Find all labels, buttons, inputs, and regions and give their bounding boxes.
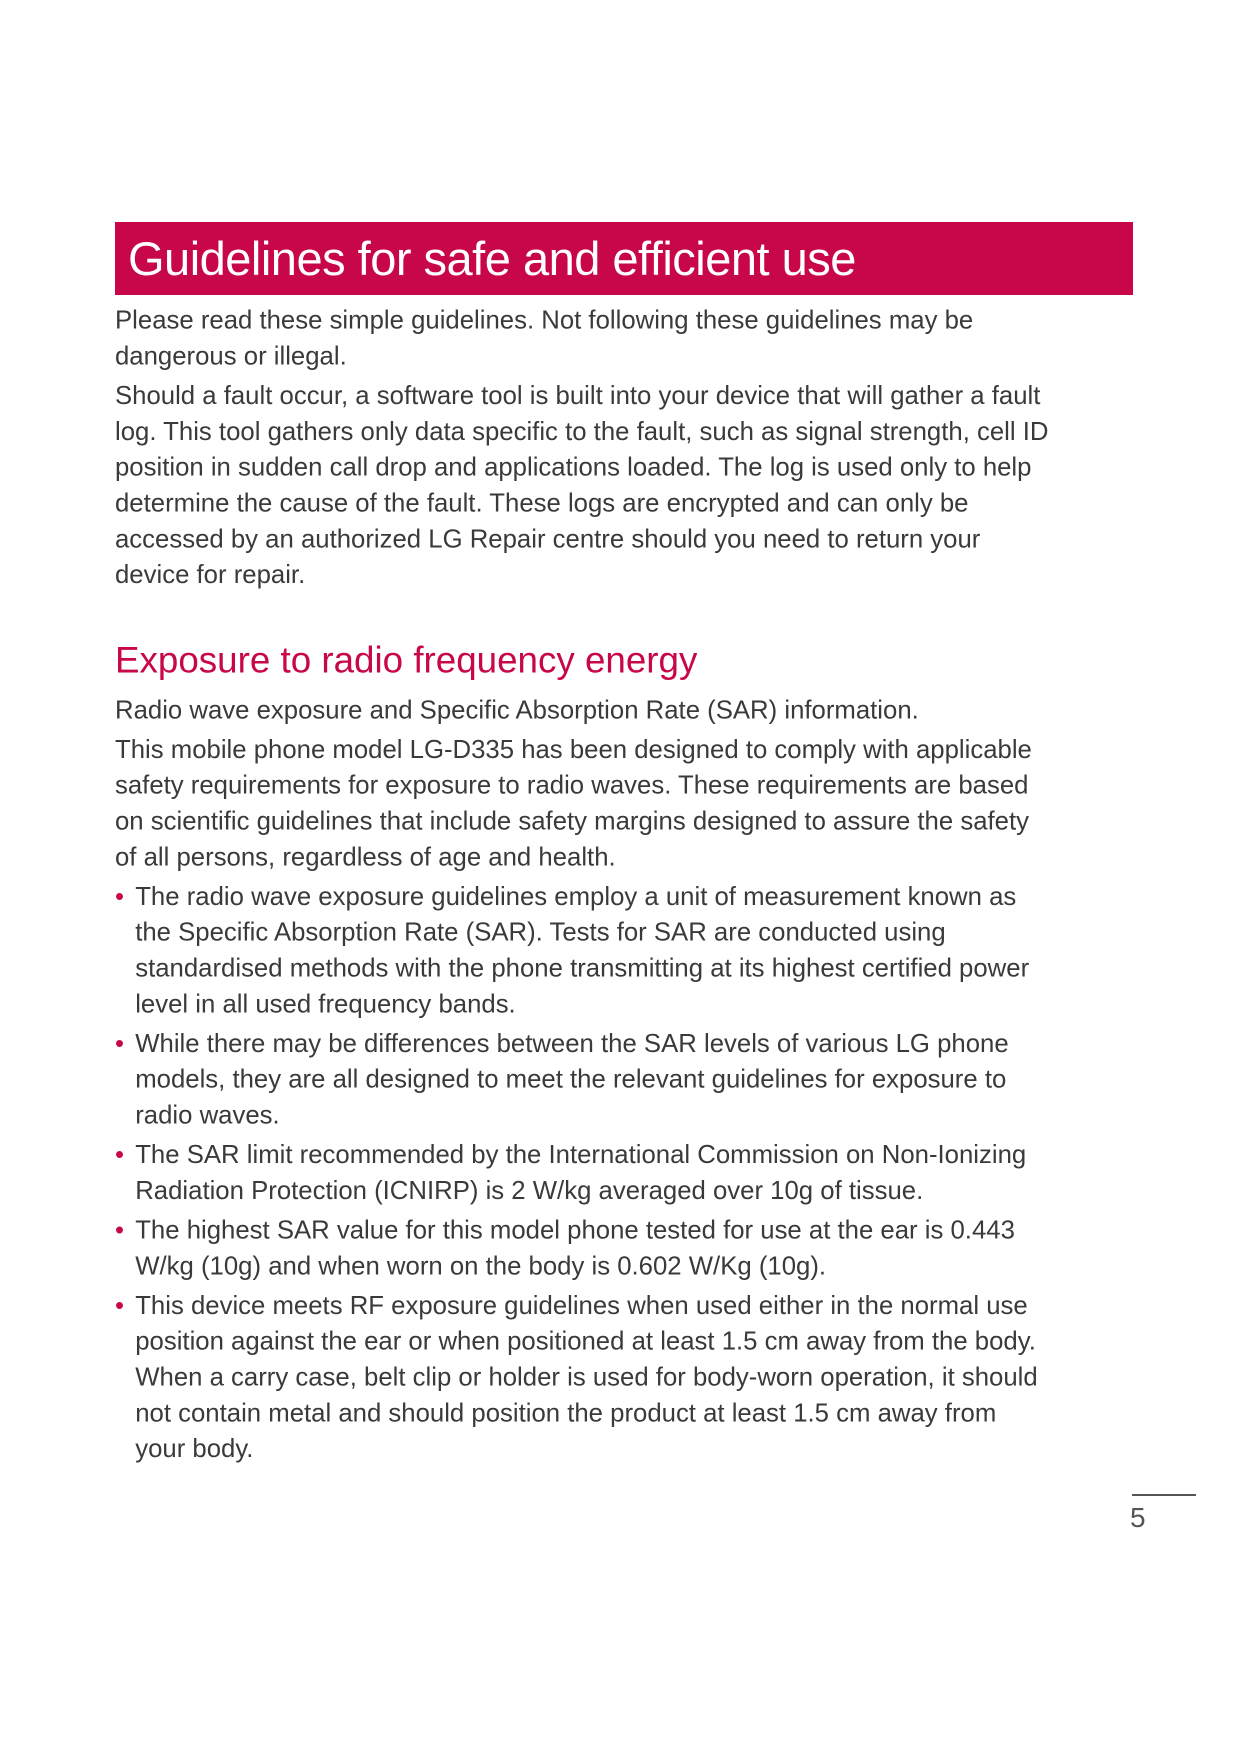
intro-paragraph: Should a fault occur, a software tool is built into your device that will gather a fault log. This tool gathers only data specific to the fault, such as signal strength, cell ID position in sudden call drop and applications loaded. The log is used only to help determine the cause of the fault. These logs are encrypted and can only be accessed by an authorized LG Repair centre should you need to return your device for repair. [115, 381, 1049, 589]
bullet-icon: • [115, 1215, 125, 1244]
intro-section [115, 302, 1052, 592]
page-number: 5 [1130, 1502, 1146, 1533]
intro-paragraph: Please read these simple guidelines. Not following these guidelines may be dangerous or illegal. [115, 305, 974, 371]
list-item-text: This device meets RF exposure guidelines when used either in the normal use position against the ear or when positioned at least 1.5 cm away from the body. When a carry case, belt clip or holder is used for body-worn operation, it should not contain metal and should position the product at least 1.5 cm away from your body. [135, 1290, 1038, 1463]
bullet-icon: • [115, 1028, 125, 1058]
list-item-text: The highest SAR value for this model phone tested for use at the ear is 0.443 W/kg (10g) and when worn on the body is 0.602 W/Kg (10g). [135, 1215, 1015, 1280]
list-item [115, 1136, 1052, 1208]
footer-divider [1132, 1494, 1196, 1496]
list-item [115, 1287, 1052, 1466]
list-item [115, 1025, 1052, 1133]
list-item-text: The radio wave exposure guidelines employ a unit of measurement known as the Specific Absorption Rate (SAR). Tests for SAR are conducted using standardised methods with the phone transmitting at its highest certified power level in all used frequency bands. [135, 881, 1030, 1018]
list-item [115, 1212, 1052, 1284]
bullet-icon: • [115, 881, 125, 911]
title-banner [115, 222, 1133, 295]
content-body [115, 302, 1052, 1470]
list-item [115, 878, 1052, 1021]
section-paragraph: Radio wave exposure and Specific Absorption Rate (SAR) information. [115, 695, 919, 724]
page-title: Guidelines for safe and efficient use [128, 232, 856, 285]
bullet-icon: • [115, 1140, 125, 1169]
list-item-text: The SAR limit recommended by the International Commission on Non-Ionizing Radiation Protection (ICNIRP) is 2 W/kg averaged over 10g of tissue. [135, 1140, 1027, 1205]
section-heading: Exposure to radio frequency energy [115, 640, 698, 681]
bullet-list [115, 878, 1052, 1466]
list-item-text: While there may be differences between the SAR levels of various LG phone models, they are all designed to meet the relevant guidelines for exposure to radio waves. [135, 1028, 1009, 1130]
bullet-icon: • [115, 1290, 125, 1320]
section-paragraph: This mobile phone model LG-D335 has been designed to comply with applicable safety requirements for exposure to radio waves. These requirements are based on scientific guidelines that include safety margins designed to assure the safety of all persons, regardless of age and health. [115, 734, 1032, 871]
